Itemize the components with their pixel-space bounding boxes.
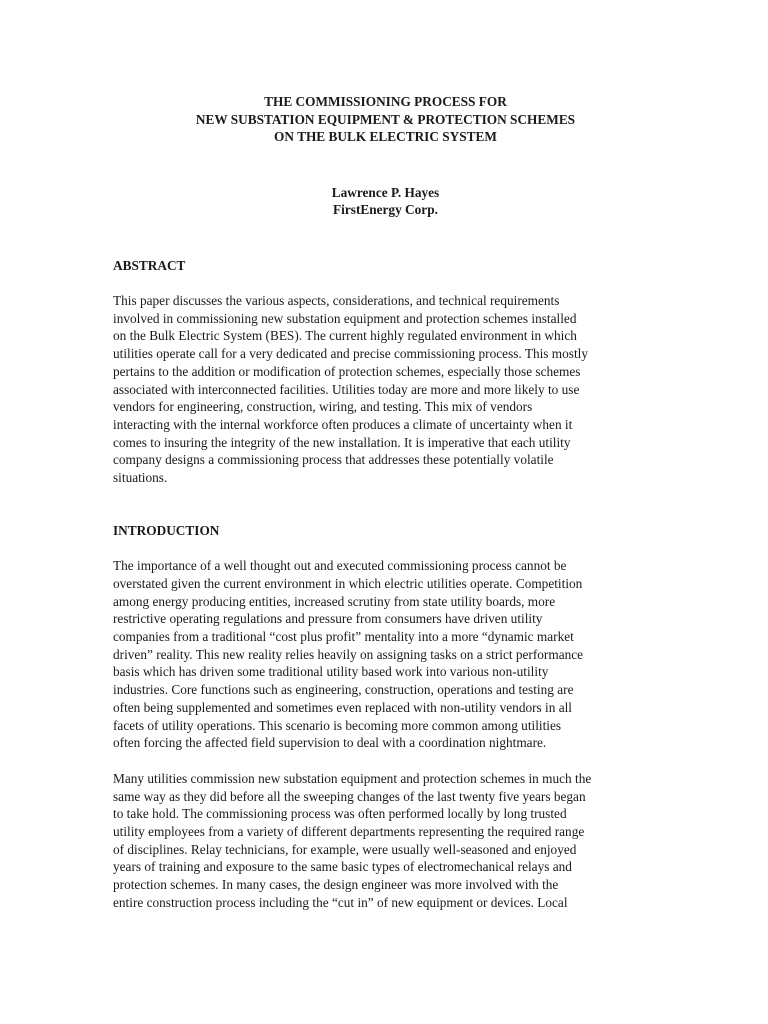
paper-title bbox=[113, 93, 658, 146]
text-line: associated with interconnected facilities. Utilities today are more and more likely to use bbox=[113, 381, 580, 397]
document-page bbox=[113, 93, 658, 912]
text-line: pertains to the addition or modification of protection schemes, especially those schemes bbox=[113, 363, 581, 379]
introduction-heading: INTRODUCTION bbox=[113, 522, 220, 538]
title-line: THE COMMISSIONING PROCESS FOR bbox=[264, 94, 507, 109]
title-line: NEW SUBSTATION EQUIPMENT & PROTECTION SCHEMES bbox=[195, 111, 576, 127]
author-name: Lawrence P. Hayes bbox=[331, 184, 440, 200]
text-line: utility employees from a variety of different departments representing the required range bbox=[113, 824, 585, 840]
text-line: industries. Core functions such as engineering, construction, operations and testing are bbox=[113, 682, 574, 698]
text-line: often being supplemented and sometimes even replaced with non-utility vendors in all bbox=[113, 699, 572, 715]
abstract-paragraph bbox=[113, 292, 658, 487]
text-line: The importance of a well thought out and executed commissioning process cannot be bbox=[113, 558, 567, 574]
text-line: years of training and exposure to the same basic types of electromechanical relays and bbox=[113, 859, 572, 875]
text-line: on the Bulk Electric System (BES). The current highly regulated environment in which bbox=[113, 328, 577, 344]
text-line: to take hold. The commissioning process was often performed locally by long trusted bbox=[113, 806, 567, 822]
introduction-paragraph-1 bbox=[113, 557, 658, 752]
text-line: interacting with the internal workforce often produces a climate of uncertainty when it bbox=[113, 416, 573, 432]
text-line: This paper discusses the various aspects, considerations, and technical requirements bbox=[113, 293, 560, 308]
author-affiliation: FirstEnergy Corp. bbox=[333, 202, 438, 217]
text-line: comes to insuring the integrity of the new installation. It is imperative that each utility bbox=[113, 434, 571, 450]
text-line: same way as they did before all the sweeping changes of the last twenty five years began bbox=[113, 788, 586, 804]
text-line: overstated given the current environment in which electric utilities operate. Competition bbox=[113, 575, 583, 591]
text-line: situations. bbox=[113, 470, 168, 486]
text-line: often forcing the affected field supervision to deal with a coordination nightmare. bbox=[113, 735, 547, 751]
text-line: involved in commissioning new substation equipment and protection schemes installed bbox=[113, 310, 577, 326]
text-line: facets of utility operations. This scenario is becoming more common among utilities bbox=[113, 717, 562, 733]
title-line: ON THE BULK ELECTRIC SYSTEM bbox=[274, 129, 497, 144]
text-line: companies from a traditional “cost plus profit” mentality into a more “dynamic market bbox=[113, 629, 574, 645]
text-line: utilities operate call for a very dedicated and precise commissioning process. This mostly bbox=[113, 346, 588, 362]
text-line: Many utilities commission new substation equipment and protection schemes in much the bbox=[113, 770, 592, 786]
text-line: entire construction process including the “cut in” of new equipment or devices. Local bbox=[113, 894, 568, 910]
text-line: among energy producing entities, increased scrutiny from state utility boards, more bbox=[113, 593, 556, 609]
text-line: protection schemes. In many cases, the design engineer was more involved with the bbox=[113, 877, 559, 893]
text-line: basis which has driven some traditional utility based work into various non-utility bbox=[113, 664, 549, 680]
text-line: restrictive operating regulations and pressure from consumers have driven utility bbox=[113, 611, 543, 627]
abstract-heading: ABSTRACT bbox=[113, 257, 186, 273]
text-line: of disciplines. Relay technicians, for example, were usually well-seasoned and enjoyed bbox=[113, 841, 577, 857]
text-line: driven” reality. This new reality relies heavily on assigning tasks on a strict performance bbox=[113, 646, 584, 662]
author-block bbox=[113, 184, 658, 219]
text-line: vendors for engineering, construction, wiring, and testing. This mix of vendors bbox=[113, 399, 533, 415]
introduction-paragraph-2 bbox=[113, 770, 658, 912]
text-line: company designs a commissioning process that addresses these potentially volatile bbox=[113, 452, 554, 468]
